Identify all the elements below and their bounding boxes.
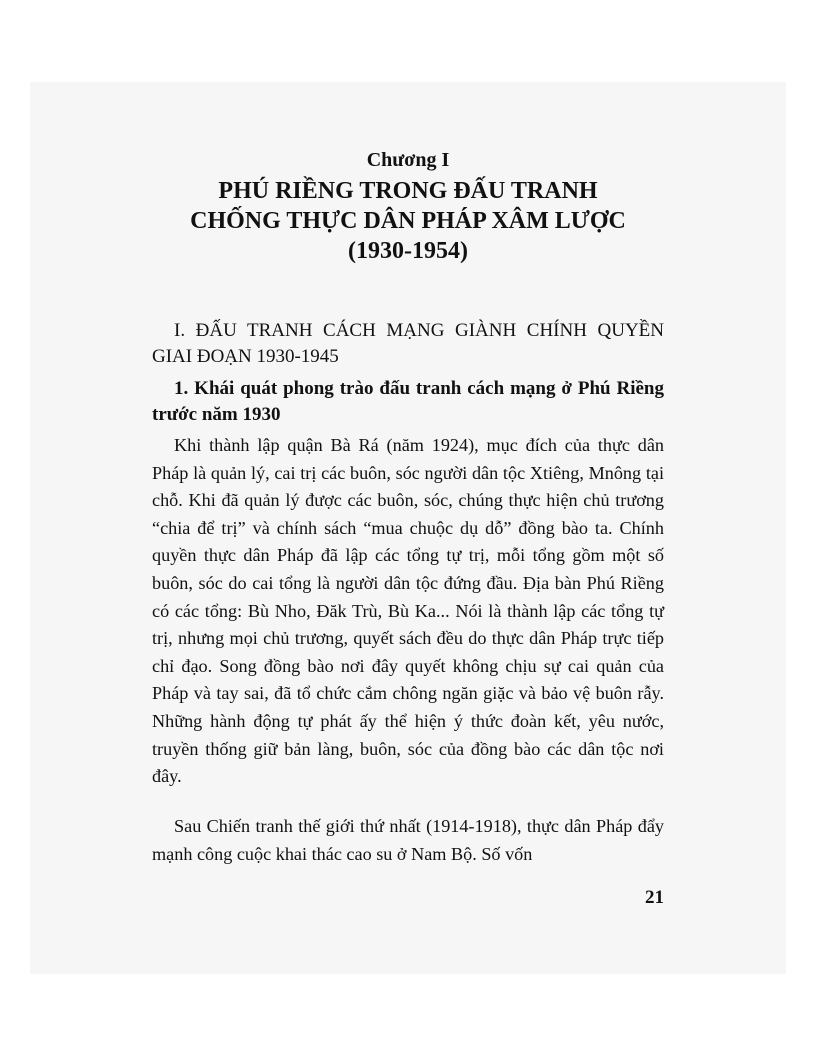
subsection-heading: 1. Khái quát phong trào đấu tranh cách mạng ở Phú Riềng trước năm 1930 xyxy=(152,378,664,425)
chapter-title-years: (1930-1954) xyxy=(348,238,468,264)
chapter-label: Chương I xyxy=(366,149,450,171)
chapter-title xyxy=(0,176,816,266)
body-paragraph: Sau Chiến tranh thế giới thứ nhất (1914-1918), thực dân Pháp đẩy mạnh công cuộc khai thác cao su ở Nam Bộ. Số vốn xyxy=(152,816,664,864)
chapter-title-line-2: CHỐNG THỰC DÂN PHÁP XÂM LƯỢC xyxy=(190,208,626,234)
body-paragraph: Khi thành lập quận Bà Rá (năm 1924), mục đích của thực dân Pháp là quản lý, cai trị các buôn, sóc người dân tộc Xtiêng, Mnông tại chỗ. Khi đã quản lý được các buôn, sóc, chúng thực hiện chủ trương “chia để trị” và chính sách “mua chuộc dụ dỗ” đồng bào ta. Chính quyền thực dân Pháp đã lập các tổng tự trị, mỗi tổng gồm một số buôn, sóc do cai tổng là người dân tộc đứng đầu. Địa bàn Phú Riềng có các tổng: Bù Nho, Đăk Trù, Bù Ka... Nói là thành lập các tổng tự trị, nhưng mọi chủ trương, quyết sách đều do thực dân Pháp trực tiếp chỉ đạo. Song đồng bào nơi đây quyết không chịu sự cai quản của Pháp và tay sai, đã tổ chức cắm chông ngăn giặc và bảo vệ buôn rẫy. Những hành động tự phát ấy thể hiện ý thức đoàn kết, yêu nước, truyền thống giữ bản làng, buôn, sóc của đồng bào các dân tộc nơi đây. xyxy=(152,435,664,787)
chapter-title-line-1: PHÚ RIỀNG TRONG ĐẤU TRANH xyxy=(218,178,598,204)
page-number: 21 xyxy=(645,887,664,908)
section-heading: I. ĐẤU TRANH CÁCH MẠNG GIÀNH CHÍNH QUYỀN GIAI ĐOẠN 1930-1945 xyxy=(152,320,664,367)
